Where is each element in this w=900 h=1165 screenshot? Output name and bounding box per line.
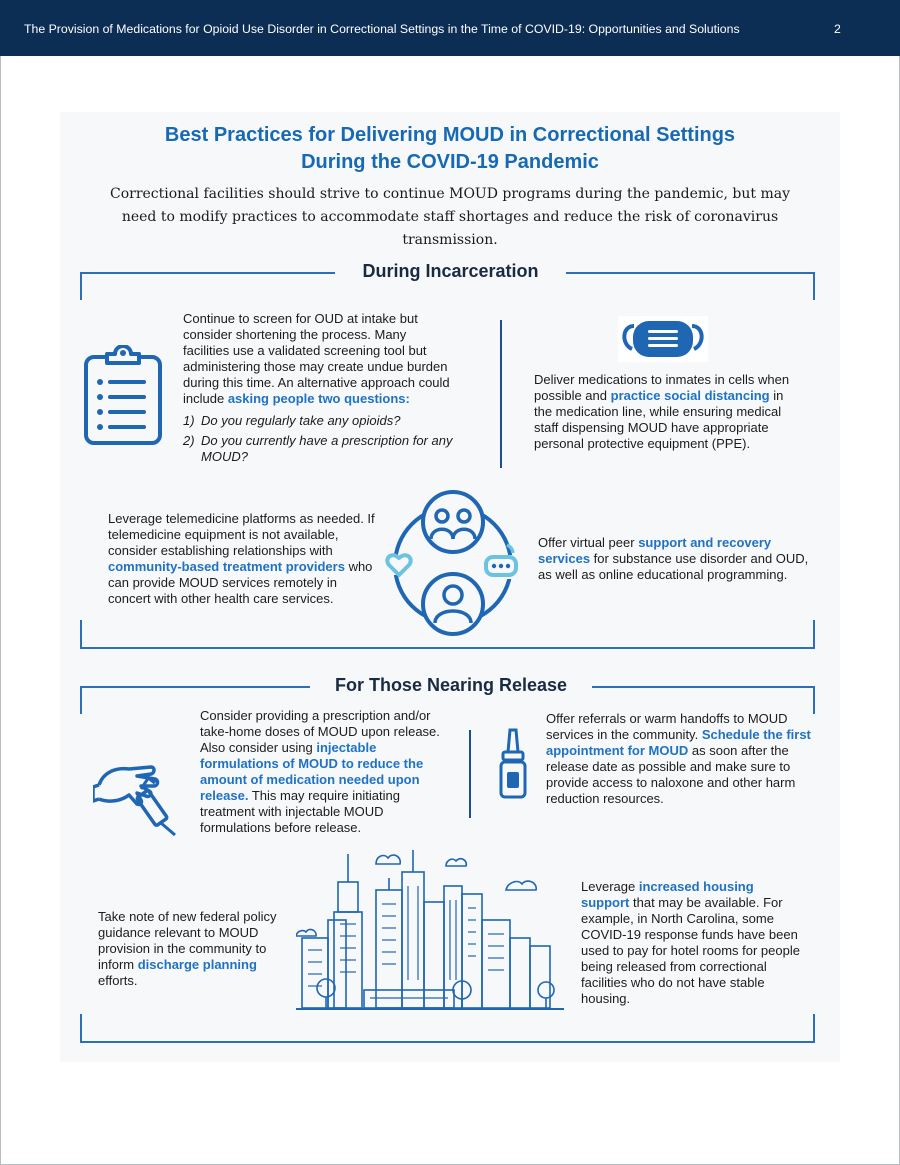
section2-frame-bottom [80,1041,815,1043]
gloved-hand-syringe-icon [93,755,185,837]
intro-paragraph: Correctional facilities should strive to continue MOUD programs during the pandemic, but may need to modify practices to accommodate staff shortages and reduce the risk of coronavirus transmission. [109,186,790,248]
section1-frame-bottom [80,647,815,649]
header-bar [0,0,900,56]
page-number: 2 [834,22,841,36]
section1-frame-left-top [80,272,82,300]
title-line-2: During the COVID-19 Pandemic [301,151,599,173]
screening-text [183,311,455,469]
section2-frame-left-bottom [80,1014,82,1042]
screening-highlight: asking people two questions: [227,391,410,406]
federal-guidance-text: Take note of new federal policy guidance relevant to MOUD provision in the community to inform discharge planning efforts. [98,909,277,988]
title-line-1: Best Practices for Delivering MOUD in Correctional Settings [164,124,736,146]
community-providers-highlight: community-based treatment providers [108,559,345,574]
question-item: 2) Do you currently have a prescription for any MOUD? [183,433,453,464]
telemedicine-text: Leverage telemedicine platforms as needed. If telemedicine equipment is not available, consider establishing relationships with community-based treatment providers who can provide MOUD services remotely in concert with other health care services. [108,511,375,606]
referrals-text: Offer referrals or warm handoffs to MOUD services in the community. Schedule the first appointment for MOUD as soon after the release date as possible and make sure to provide access to naloxone and other harm reduction resources. [546,711,811,806]
section1-frame-top-right [566,272,815,274]
injectable-highlight: injectable formulations of MOUD to reduce the amount of medication needed upon release. [200,740,424,803]
clipboard-icon [82,345,164,447]
infographic-title [60,122,840,176]
medications-text: Deliver medications to inmates in cells when possible and practice social distancing in the medication line, while ensuring medical staff dispensing MOUD have appropriate personal protective equipment (PPE). [534,372,790,451]
peer-support-cycle-icon [383,487,523,637]
screening-questions [183,413,455,465]
housing-support-highlight: increased housing support [581,879,754,910]
section1-frame-left-bottom [80,620,82,648]
social-distancing-highlight: practice social distancing [610,388,770,403]
section2-frame-left-top [80,686,82,714]
section2-frame-top-left [80,686,310,688]
prescription-text: Consider providing a prescription and/or take-home doses of MOUD upon release. Also consider using injectable formulations of MOUD to reduce the amount of medication needed upon release. This may require initiating treatment with injectable MOUD formulations before release. [200,708,440,835]
section1-frame-top-left [80,272,335,274]
naloxone-spray-icon [498,728,528,800]
peer-support-text: Offer virtual peer support and recovery services for substance use disorder and OUD, as well as online educational programming. [538,535,809,582]
support-recovery-highlight: support and recovery services [538,535,772,566]
nearing-release-heading: For Those Nearing Release [334,675,568,695]
section2-frame-top-right [592,686,815,688]
city-skyline-icon [296,850,564,1016]
first-appointment-highlight: Schedule the first appointment for MOUD [546,727,811,758]
section1-column-divider [500,320,502,468]
section2-frame-right-bottom [813,1014,815,1042]
section2-frame-right-top [813,686,815,714]
housing-text: Leverage increased housing support that may be available. For example, in North Carolina, some COVID-19 response funds have been used to pay for hotel rooms for people being released from correctional facilities who do not have stable housing. [581,879,800,1006]
section2-column-divider [469,730,471,818]
document-title: The Provision of Medications for Opioid Use Disorder in Correctional Settings in the Time of COVID-19: Opportunities and Solutions [24,22,740,36]
face-mask-icon [618,316,708,362]
discharge-planning-highlight: discharge planning [137,957,257,972]
section1-frame-right-bottom [813,620,815,648]
screening-body: Continue to screen for OUD at intake but consider shortening the process. Many facilities use a validated screening tool but administering those may create undue burden during this time. An alternative approach could include [183,311,450,406]
during-incarceration-heading: During Incarceration [362,261,539,281]
question-item: 1) Do you regularly take any opioids? [183,413,401,428]
section1-frame-right-top [813,272,815,300]
